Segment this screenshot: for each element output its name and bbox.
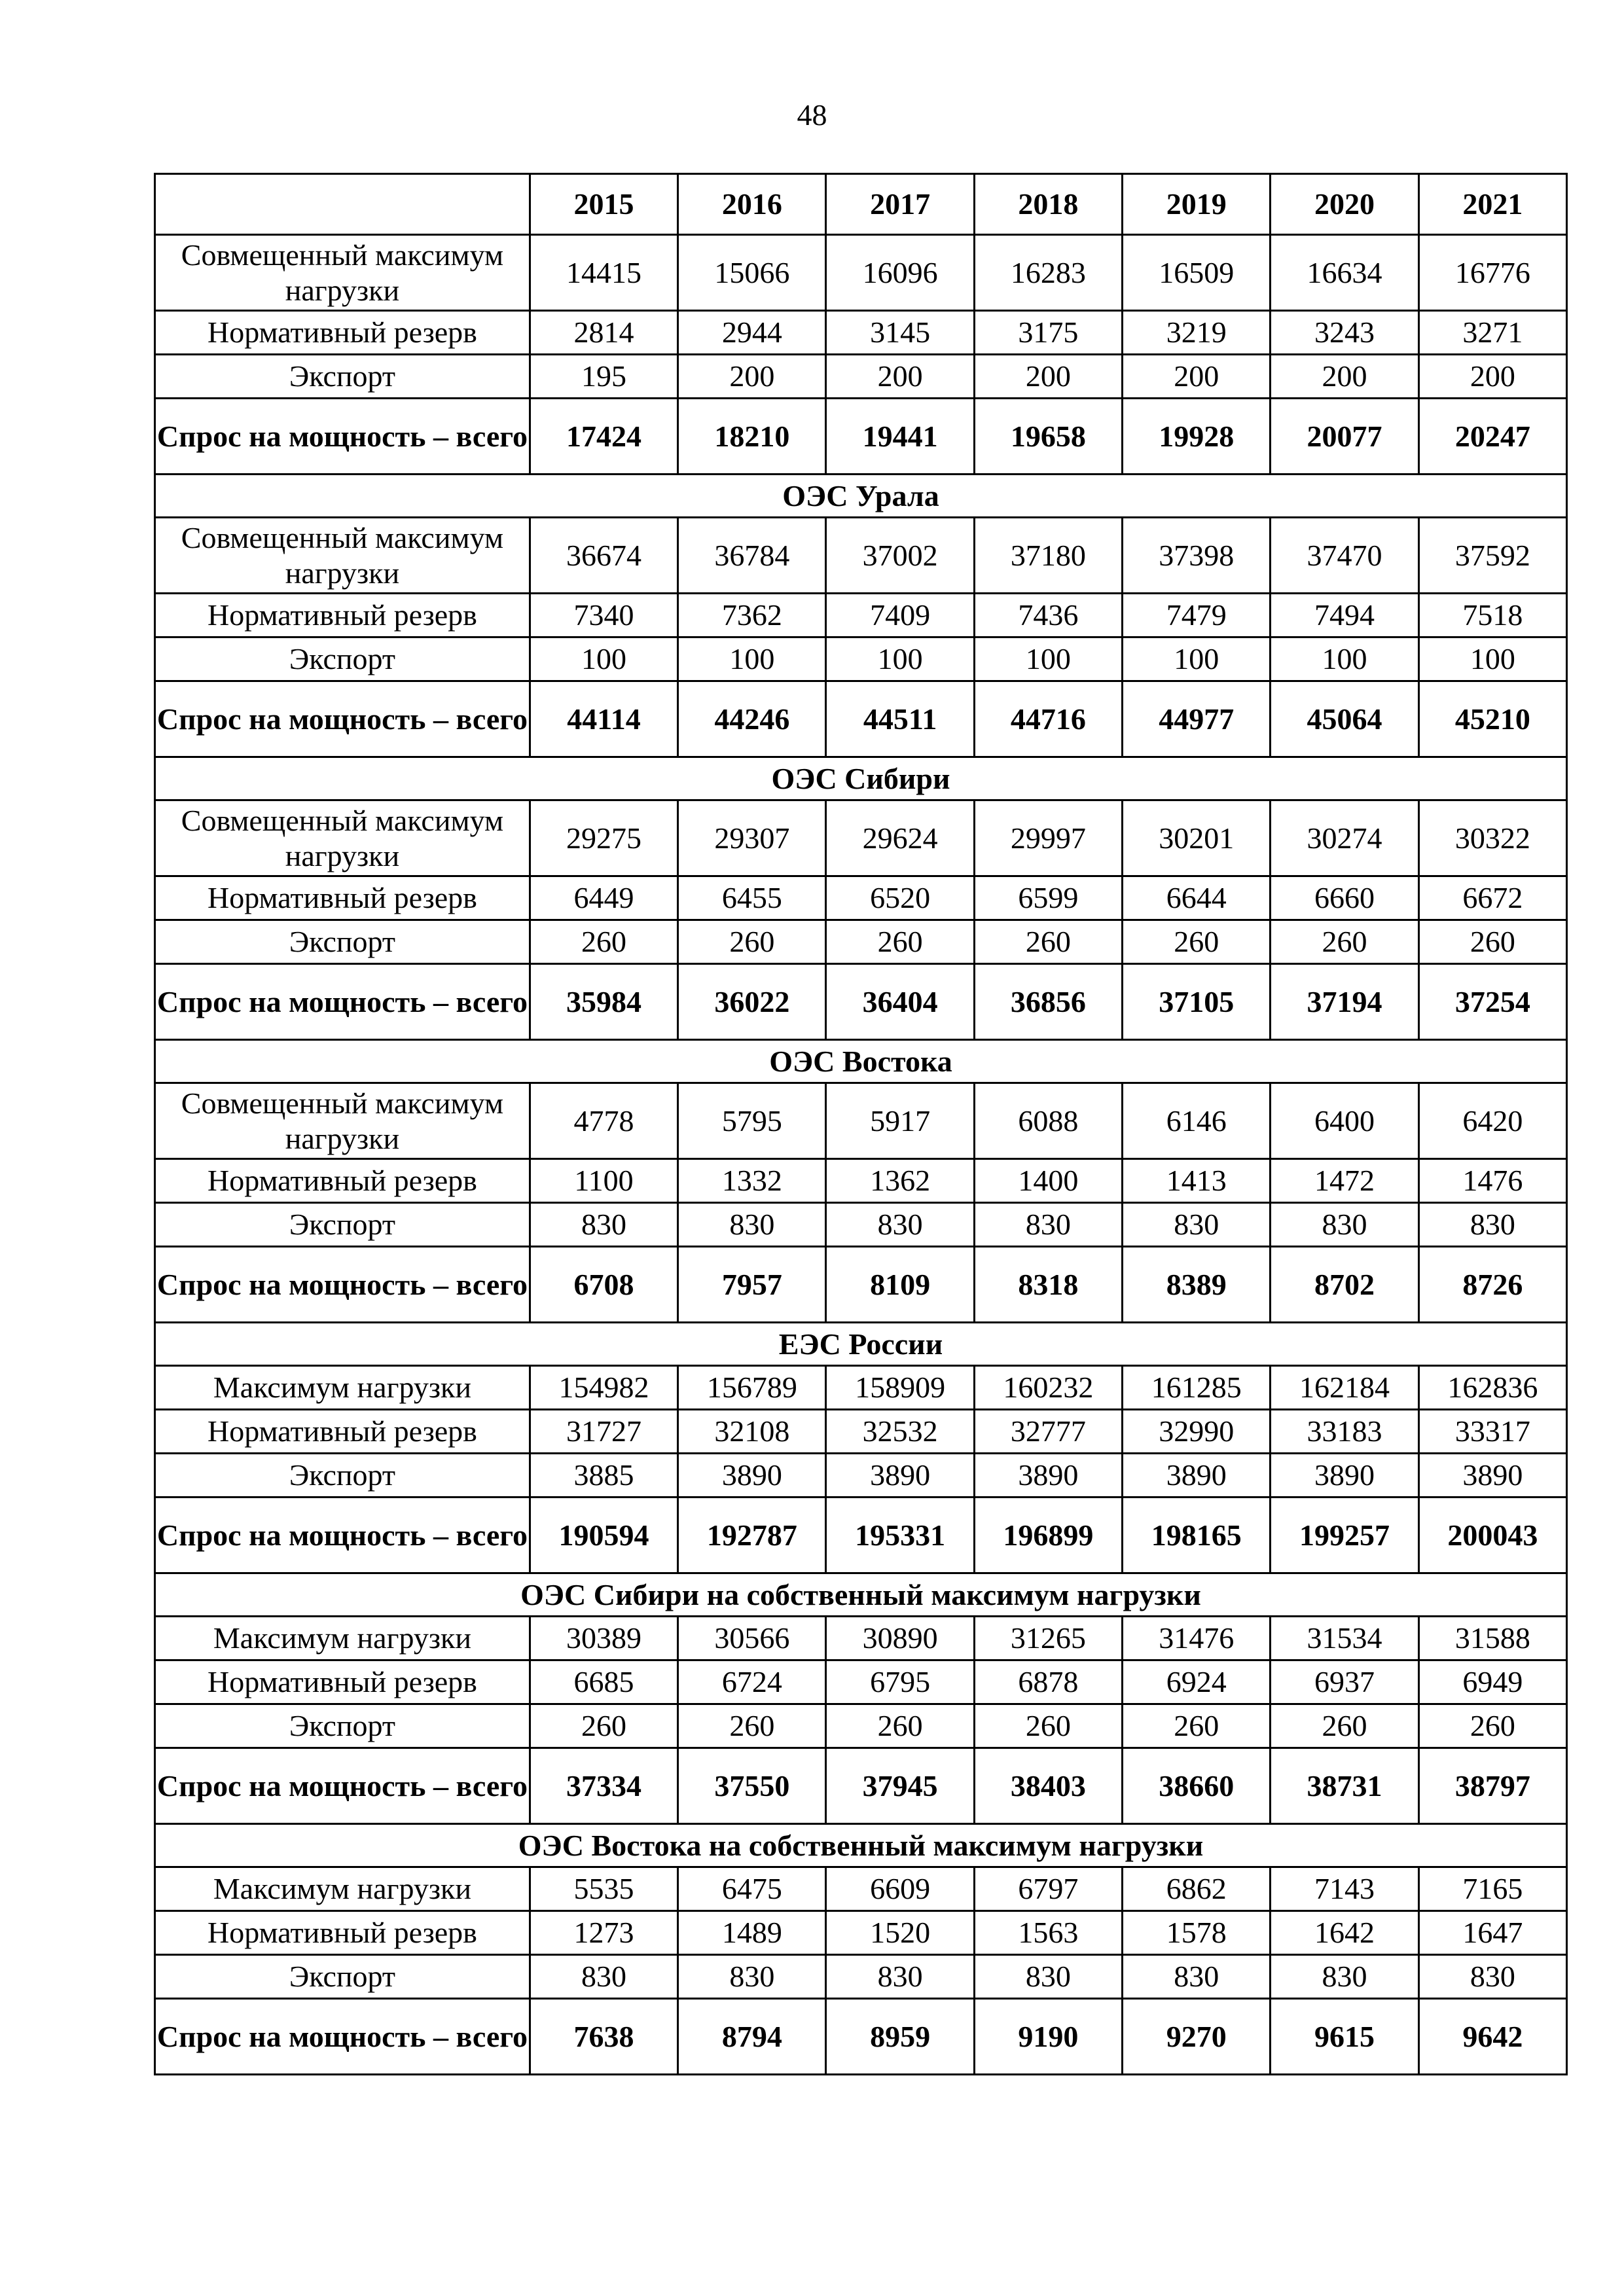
value-cell: 1563 [974,1911,1122,1955]
value-cell: 29307 [678,800,826,876]
value-cell: 38660 [1123,1748,1271,1824]
value-cell: 6455 [678,876,826,920]
value-cell: 158909 [826,1366,974,1410]
header-year: 2016 [678,174,826,235]
table-row [155,1955,1567,1999]
value-cell: 37592 [1418,518,1566,594]
value-cell: 195331 [826,1498,974,1573]
table-row [155,800,1567,876]
value-cell: 30201 [1123,800,1271,876]
table-row [155,518,1567,594]
value-cell: 32990 [1123,1410,1271,1454]
value-cell: 36404 [826,964,974,1040]
value-cell: 8959 [826,1999,974,2075]
value-cell: 830 [826,1955,974,1999]
value-cell: 1413 [1123,1159,1271,1203]
value-cell: 30566 [678,1617,826,1660]
value-cell: 830 [1123,1955,1271,1999]
table-row [155,637,1567,681]
value-cell: 200 [826,355,974,399]
value-cell: 37180 [974,518,1122,594]
value-cell: 33317 [1418,1410,1566,1454]
table-row [155,1366,1567,1410]
value-cell: 830 [678,1955,826,1999]
row-label: Совмещенный максимум нагрузки [155,518,530,594]
value-cell: 37194 [1271,964,1418,1040]
row-label: Нормативный резерв [155,1410,530,1454]
capacity-demand-table [154,173,1568,2075]
total-row [155,964,1567,1040]
value-cell: 44716 [974,681,1122,757]
value-cell: 2814 [530,311,677,355]
value-cell: 37105 [1123,964,1271,1040]
section-title: ОЭС Сибири на собственный максимум нагрузки [155,1573,1567,1617]
row-label: Экспорт [155,637,530,681]
row-label: Спрос на мощность – всего [155,964,530,1040]
value-cell: 9615 [1271,1999,1418,2075]
value-cell: 3243 [1271,311,1418,355]
value-cell: 30389 [530,1617,677,1660]
value-cell: 154982 [530,1366,677,1410]
header-year: 2017 [826,174,974,235]
value-cell: 6400 [1271,1083,1418,1159]
value-cell: 29275 [530,800,677,876]
value-cell: 200 [974,355,1122,399]
value-cell: 6599 [974,876,1122,920]
value-cell: 830 [1123,1203,1271,1247]
value-cell: 1642 [1271,1911,1418,1955]
value-cell: 32532 [826,1410,974,1454]
value-cell: 20247 [1418,399,1566,475]
row-label: Спрос на мощность – всего [155,1999,530,2075]
value-cell: 100 [1123,637,1271,681]
table-row [155,920,1567,964]
row-label: Максимум нагрузки [155,1366,530,1410]
value-cell: 830 [1271,1203,1418,1247]
value-cell: 830 [530,1955,677,1999]
value-cell: 260 [678,920,826,964]
value-cell: 6449 [530,876,677,920]
value-cell: 8109 [826,1247,974,1323]
table-row [155,1911,1567,1955]
row-label: Спрос на мощность – всего [155,681,530,757]
value-cell: 1100 [530,1159,677,1203]
value-cell: 6862 [1123,1867,1271,1911]
value-cell: 6708 [530,1247,677,1323]
value-cell: 260 [678,1704,826,1748]
value-cell: 830 [1271,1955,1418,1999]
value-cell: 260 [530,920,677,964]
value-cell: 199257 [1271,1498,1418,1573]
value-cell: 7143 [1271,1867,1418,1911]
value-cell: 7436 [974,594,1122,637]
value-cell: 19441 [826,399,974,475]
row-label: Экспорт [155,1203,530,1247]
value-cell: 190594 [530,1498,677,1573]
value-cell: 7957 [678,1247,826,1323]
value-cell: 198165 [1123,1498,1271,1573]
value-cell: 200 [1271,355,1418,399]
total-row [155,1999,1567,2075]
value-cell: 29624 [826,800,974,876]
value-cell: 192787 [678,1498,826,1573]
value-cell: 31476 [1123,1617,1271,1660]
value-cell: 45210 [1418,681,1566,757]
row-label: Спрос на мощность – всего [155,1748,530,1824]
value-cell: 5795 [678,1083,826,1159]
value-cell: 30890 [826,1617,974,1660]
value-cell: 6420 [1418,1083,1566,1159]
row-label: Нормативный резерв [155,594,530,637]
row-label: Нормативный резерв [155,311,530,355]
value-cell: 31534 [1271,1617,1418,1660]
value-cell: 830 [974,1203,1122,1247]
value-cell: 6644 [1123,876,1271,920]
row-label: Максимум нагрузки [155,1617,530,1660]
value-cell: 36856 [974,964,1122,1040]
value-cell: 1520 [826,1911,974,1955]
value-cell: 4778 [530,1083,677,1159]
table-row [155,1083,1567,1159]
value-cell: 29997 [974,800,1122,876]
value-cell: 18210 [678,399,826,475]
row-label: Совмещенный максимум нагрузки [155,1083,530,1159]
table-row [155,1203,1567,1247]
value-cell: 8726 [1418,1247,1566,1323]
row-label: Экспорт [155,1704,530,1748]
value-cell: 260 [530,1704,677,1748]
table-row [155,1159,1567,1203]
value-cell: 1273 [530,1911,677,1955]
row-label: Совмещенный максимум нагрузки [155,235,530,311]
total-row [155,1748,1567,1824]
value-cell: 3890 [678,1454,826,1498]
value-cell: 100 [974,637,1122,681]
value-cell: 9270 [1123,1999,1271,2075]
value-cell: 14415 [530,235,677,311]
value-cell: 9642 [1418,1999,1566,2075]
section-header-row [155,1573,1567,1617]
header-year: 2018 [974,174,1122,235]
value-cell: 31265 [974,1617,1122,1660]
row-label: Нормативный резерв [155,1660,530,1704]
value-cell: 160232 [974,1366,1122,1410]
value-cell: 260 [1418,920,1566,964]
value-cell: 6685 [530,1660,677,1704]
value-cell: 5917 [826,1083,974,1159]
value-cell: 1647 [1418,1911,1566,1955]
row-label: Совмещенный максимум нагрузки [155,800,530,876]
value-cell: 44114 [530,681,677,757]
table-row [155,1410,1567,1454]
value-cell: 260 [1418,1704,1566,1748]
value-cell: 37398 [1123,518,1271,594]
value-cell: 6795 [826,1660,974,1704]
section-title: ЕЭС России [155,1323,1567,1366]
value-cell: 38797 [1418,1748,1566,1824]
value-cell: 1472 [1271,1159,1418,1203]
value-cell: 37550 [678,1748,826,1824]
table-row [155,594,1567,637]
section-title: ОЭС Урала [155,475,1567,518]
value-cell: 3175 [974,311,1122,355]
value-cell: 16283 [974,235,1122,311]
value-cell: 7638 [530,1999,677,2075]
value-cell: 1332 [678,1159,826,1203]
value-cell: 196899 [974,1498,1122,1573]
value-cell: 37945 [826,1748,974,1824]
page-number: 48 [797,98,827,132]
value-cell: 100 [530,637,677,681]
value-cell: 3219 [1123,311,1271,355]
value-cell: 16096 [826,235,974,311]
header-row [155,174,1567,235]
table-row [155,355,1567,399]
table-row [155,1704,1567,1748]
value-cell: 100 [826,637,974,681]
value-cell: 19658 [974,399,1122,475]
total-row [155,1247,1567,1323]
value-cell: 37254 [1418,964,1566,1040]
value-cell: 100 [1271,637,1418,681]
row-label: Спрос на мощность – всего [155,1498,530,1573]
value-cell: 30274 [1271,800,1418,876]
value-cell: 161285 [1123,1366,1271,1410]
table-row [155,1617,1567,1660]
value-cell: 6937 [1271,1660,1418,1704]
value-cell: 830 [826,1203,974,1247]
value-cell: 36022 [678,964,826,1040]
value-cell: 8318 [974,1247,1122,1323]
value-cell: 260 [1271,920,1418,964]
header-year: 2015 [530,174,677,235]
value-cell: 3890 [826,1454,974,1498]
value-cell: 1578 [1123,1911,1271,1955]
value-cell: 8794 [678,1999,826,2075]
value-cell: 8389 [1123,1247,1271,1323]
value-cell: 16776 [1418,235,1566,311]
value-cell: 33183 [1271,1410,1418,1454]
value-cell: 7409 [826,594,974,637]
table-row [155,876,1567,920]
table-row [155,1454,1567,1498]
value-cell: 6724 [678,1660,826,1704]
value-cell: 32777 [974,1410,1122,1454]
value-cell: 260 [974,1704,1122,1748]
section-title: ОЭС Востока на собственный максимум нагрузки [155,1824,1567,1867]
row-label: Максимум нагрузки [155,1867,530,1911]
value-cell: 200 [678,355,826,399]
value-cell: 6609 [826,1867,974,1911]
row-label: Нормативный резерв [155,1911,530,1955]
value-cell: 19928 [1123,399,1271,475]
value-cell: 830 [678,1203,826,1247]
value-cell: 3271 [1418,311,1566,355]
value-cell: 7340 [530,594,677,637]
header-year: 2021 [1418,174,1566,235]
row-label: Экспорт [155,920,530,964]
value-cell: 6475 [678,1867,826,1911]
table-row [155,1867,1567,1911]
value-cell: 45064 [1271,681,1418,757]
value-cell: 5535 [530,1867,677,1911]
section-title: ОЭС Востока [155,1040,1567,1083]
total-row [155,1498,1567,1573]
section-header-row [155,1824,1567,1867]
row-label: Спрос на мощность – всего [155,1247,530,1323]
value-cell: 16509 [1123,235,1271,311]
value-cell: 16634 [1271,235,1418,311]
value-cell: 260 [974,920,1122,964]
value-cell: 31727 [530,1410,677,1454]
value-cell: 6924 [1123,1660,1271,1704]
value-cell: 260 [1271,1704,1418,1748]
value-cell: 3890 [1418,1454,1566,1498]
value-cell: 200 [1418,355,1566,399]
value-cell: 162184 [1271,1366,1418,1410]
value-cell: 6797 [974,1867,1122,1911]
value-cell: 3145 [826,311,974,355]
value-cell: 37470 [1271,518,1418,594]
value-cell: 1489 [678,1911,826,1955]
value-cell: 37002 [826,518,974,594]
row-label: Нормативный резерв [155,1159,530,1203]
value-cell: 200043 [1418,1498,1566,1573]
value-cell: 15066 [678,235,826,311]
value-cell: 32108 [678,1410,826,1454]
table-body [155,174,1567,2075]
value-cell: 830 [1418,1203,1566,1247]
header-corner-cell [155,174,530,235]
value-cell: 6878 [974,1660,1122,1704]
value-cell: 260 [826,920,974,964]
value-cell: 200 [1123,355,1271,399]
value-cell: 6949 [1418,1660,1566,1704]
section-title: ОЭС Сибири [155,757,1567,800]
value-cell: 30322 [1418,800,1566,876]
total-row [155,399,1567,475]
table-row [155,311,1567,355]
value-cell: 1362 [826,1159,974,1203]
value-cell: 830 [974,1955,1122,1999]
value-cell: 38403 [974,1748,1122,1824]
value-cell: 1400 [974,1159,1122,1203]
value-cell: 7494 [1271,594,1418,637]
header-year: 2019 [1123,174,1271,235]
value-cell: 17424 [530,399,677,475]
value-cell: 8702 [1271,1247,1418,1323]
value-cell: 38731 [1271,1748,1418,1824]
row-label: Экспорт [155,355,530,399]
value-cell: 3890 [1123,1454,1271,1498]
value-cell: 260 [1123,920,1271,964]
value-cell: 195 [530,355,677,399]
value-cell: 20077 [1271,399,1418,475]
section-header-row [155,475,1567,518]
total-row [155,681,1567,757]
row-label: Нормативный резерв [155,876,530,920]
value-cell: 6146 [1123,1083,1271,1159]
value-cell: 35984 [530,964,677,1040]
value-cell: 830 [530,1203,677,1247]
value-cell: 6088 [974,1083,1122,1159]
table-row [155,235,1567,311]
value-cell: 6672 [1418,876,1566,920]
value-cell: 100 [1418,637,1566,681]
row-label: Спрос на мощность – всего [155,399,530,475]
section-header-row [155,1040,1567,1083]
value-cell: 9190 [974,1999,1122,2075]
value-cell: 7362 [678,594,826,637]
value-cell: 1476 [1418,1159,1566,1203]
value-cell: 7165 [1418,1867,1566,1911]
row-label: Экспорт [155,1454,530,1498]
value-cell: 44246 [678,681,826,757]
header-year: 2020 [1271,174,1418,235]
value-cell: 2944 [678,311,826,355]
row-label: Экспорт [155,1955,530,1999]
value-cell: 7479 [1123,594,1271,637]
value-cell: 260 [1123,1704,1271,1748]
value-cell: 7518 [1418,594,1566,637]
section-header-row [155,757,1567,800]
value-cell: 36784 [678,518,826,594]
value-cell: 36674 [530,518,677,594]
value-cell: 3885 [530,1454,677,1498]
value-cell: 260 [826,1704,974,1748]
value-cell: 3890 [974,1454,1122,1498]
value-cell: 31588 [1418,1617,1566,1660]
value-cell: 100 [678,637,826,681]
value-cell: 44511 [826,681,974,757]
value-cell: 6660 [1271,876,1418,920]
value-cell: 830 [1418,1955,1566,1999]
value-cell: 162836 [1418,1366,1566,1410]
value-cell: 37334 [530,1748,677,1824]
table-row [155,1660,1567,1704]
value-cell: 44977 [1123,681,1271,757]
value-cell: 6520 [826,876,974,920]
section-header-row [155,1323,1567,1366]
value-cell: 3890 [1271,1454,1418,1498]
value-cell: 156789 [678,1366,826,1410]
